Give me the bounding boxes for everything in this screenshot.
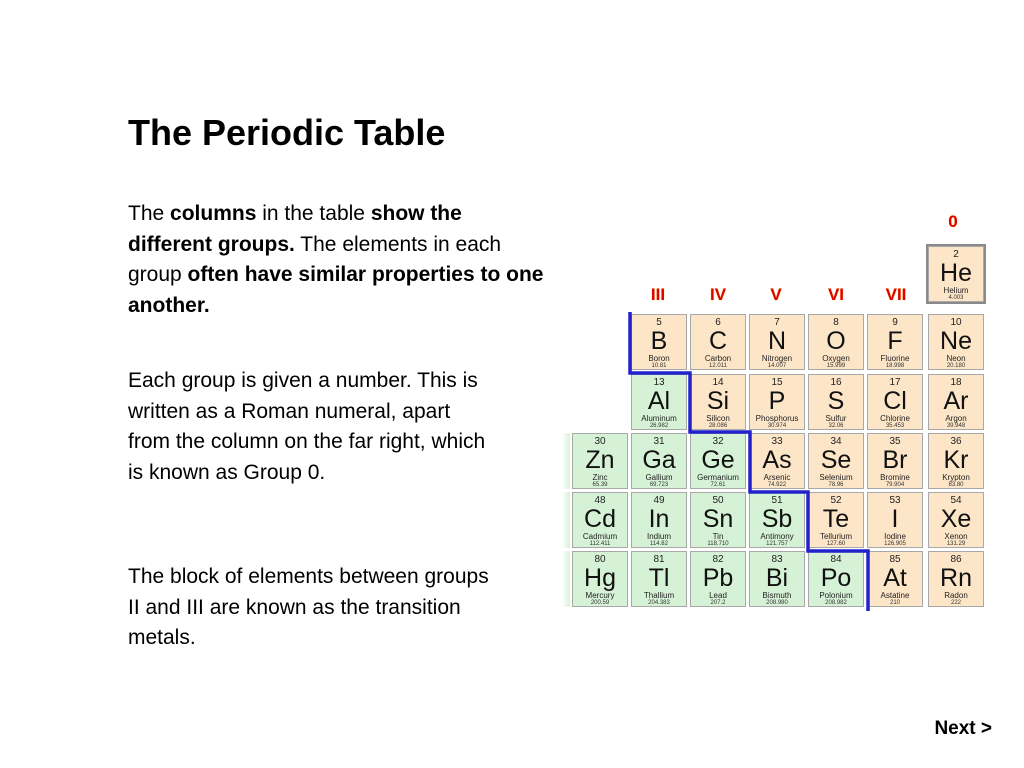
element-name: Chlorine [880,414,910,423]
element-symbol: Ne [940,327,972,355]
element-symbol: At [883,564,907,592]
element-cell-zn [572,433,628,489]
atomic-mass: 112.411 [589,541,611,547]
element-cell-bi [749,551,805,607]
atomic-mass: 18.998 [885,363,905,369]
group-label-vii: VII [885,285,907,304]
element-symbol: Ar [943,387,969,415]
element-cell-as [749,433,805,489]
element-symbol: S [827,387,845,415]
atomic-number: 36 [950,436,962,447]
atomic-mass: 200.59 [590,600,610,606]
atomic-number: 84 [830,554,842,565]
atomic-number: 10 [950,317,962,328]
element-name: Silicon [706,414,730,423]
element-cell-si [690,374,746,430]
atomic-mass: 35.453 [885,423,905,429]
element-name: Mercury [585,591,615,600]
element-symbol: I [891,505,899,533]
atomic-number: 32 [712,436,724,447]
element-name: Nitrogen [761,354,793,363]
atomic-number: 18 [950,377,962,388]
element-cell-f [867,314,923,370]
atomic-mass: 28.086 [708,423,728,429]
atomic-mass: 126.905 [884,541,906,547]
atomic-number: 80 [594,554,606,565]
element-symbol: Tl [648,564,670,592]
columns-paragraph [128,199,548,321]
atomic-mass: 72.61 [710,482,726,488]
element-symbol: Br [882,446,908,474]
atomic-number: 9 [892,317,898,328]
element-name: Germanium [697,473,739,482]
atomic-mass: 121.757 [766,541,788,547]
atomic-number: 5 [656,317,662,328]
group-label-v: V [770,285,782,304]
atomic-mass: 65.39 [592,482,608,488]
element-name: Neon [946,354,966,363]
atomic-number: 81 [653,554,665,565]
element-cell-ne [928,314,984,370]
atomic-number: 48 [594,495,606,506]
element-name: Phosphorus [755,414,799,423]
text-run: in the table [256,202,371,225]
element-name: Lead [709,591,727,600]
element-name: Bismuth [762,591,792,600]
atomic-mass: 208.980 [766,600,788,606]
element-symbol: Xe [940,505,972,533]
element-cell-se [808,433,864,489]
atomic-mass: 30.974 [767,423,787,429]
element-symbol: O [826,327,846,355]
element-name: Bromine [880,473,910,482]
element-name: Sulfur [825,414,847,423]
element-name: Iodine [884,532,906,541]
element-symbol: Te [822,505,850,533]
element-symbol: Al [647,387,671,415]
element-cell-cl [867,374,923,430]
slide-title: The Periodic Table [128,112,446,153]
element-cell-b [631,314,687,370]
table-fade-edge [562,551,570,607]
element-symbol: Pb [702,564,734,592]
group-number-paragraph: Each group is given a number. This is written as a Roman numeral, apart from the column on the far right, which is known as Group 0. [128,369,486,484]
element-cell-n [749,314,805,370]
element-name: Tellurium [819,532,852,541]
atomic-number: 6 [715,317,721,328]
element-name: Carbon [704,354,732,363]
element-cell-tl [631,551,687,607]
element-symbol: Sn [702,505,734,533]
atomic-number: 2 [953,249,959,260]
group-label-vi: VI [827,285,845,304]
atomic-number: 31 [653,436,665,447]
atomic-number: 13 [653,377,665,388]
element-name: Indium [646,532,671,541]
atomic-number: 51 [771,495,783,506]
element-symbol: Sb [761,505,793,533]
atomic-number: 8 [833,317,839,328]
atomic-mass: 210 [889,600,900,606]
atomic-number: 83 [771,554,783,565]
element-cell-te [808,492,864,548]
element-name: Astatine [880,591,910,600]
element-symbol: B [650,327,668,355]
element-symbol: Po [820,564,852,592]
element-cell-rn [928,551,984,607]
atomic-mass: 204.383 [648,600,670,606]
element-symbol: Hg [584,564,616,592]
element-cell-pb [690,551,746,607]
element-name: Selenium [819,473,853,482]
element-name: Aluminum [641,414,677,423]
element-symbol: F [887,327,903,355]
element-name: Xenon [944,532,968,541]
atomic-mass: 10.81 [651,363,667,369]
atomic-number: 35 [889,436,901,447]
atomic-mass: 208.982 [825,600,847,606]
atomic-mass: 32.06 [828,423,844,429]
atomic-mass: 4.003 [948,295,964,301]
element-name: Antimony [760,532,794,541]
element-symbol: Bi [765,564,789,592]
element-name: Oxygen [822,354,850,363]
atomic-mass: 222 [950,600,961,606]
atomic-number: 50 [712,495,724,506]
atomic-mass: 79.904 [885,482,905,488]
atomic-number: 54 [950,495,962,506]
element-name: Argon [945,414,967,423]
table-fade-edge [562,433,570,489]
element-symbol: As [762,446,792,474]
element-name: Polonium [819,591,853,600]
atomic-number: 49 [653,495,665,506]
element-cell-ga [631,433,687,489]
element-symbol: Zn [585,446,615,474]
atomic-number: 17 [889,377,901,388]
atomic-number: 30 [594,436,606,447]
atomic-number: 7 [774,317,780,328]
atomic-mass: 131.29 [946,541,966,547]
element-name: Fluorine [880,354,910,363]
table-fade-edge [562,492,570,548]
text-run-bold: show the different groups. [128,202,462,256]
atomic-number: 34 [830,436,842,447]
element-symbol: N [767,327,787,355]
atomic-number: 15 [771,377,783,388]
atomic-mass: 78.96 [828,482,844,488]
element-cell-p [749,374,805,430]
atomic-mass: 74.922 [767,482,787,488]
element-name: Helium [943,286,969,295]
atomic-number: 53 [889,495,901,506]
atomic-number: 33 [771,436,783,447]
element-symbol: Cl [883,387,907,415]
element-name: Thallium [643,591,675,600]
text-run-bold: columns [170,202,257,225]
element-name: Tin [712,532,724,541]
atomic-mass: 26.982 [649,423,669,429]
atomic-number: 14 [712,377,724,388]
element-cell-s [808,374,864,430]
atomic-number: 52 [830,495,842,506]
element-symbol: Ga [642,446,676,474]
group-label-0: 0 [948,212,958,231]
element-cell-o [808,314,864,370]
text-run: The elements in each group [128,232,502,286]
text-run-bold: often have similar properties to one another. [128,263,544,317]
element-name: Arsenic [763,473,791,482]
element-name: Krypton [942,473,970,482]
atomic-number: 16 [830,377,842,388]
element-cell-kr [928,433,984,489]
element-symbol: Si [706,387,730,415]
element-cell-ge [690,433,746,489]
element-symbol: Ge [701,446,735,474]
element-name: Cadmium [582,532,618,541]
element-cell-at [867,551,923,607]
element-symbol: In [648,505,670,533]
atomic-mass: 14.007 [767,363,787,369]
element-cell-i [867,492,923,548]
element-cell-cd [572,492,628,548]
element-symbol: C [708,327,728,355]
group-label-iii: III [650,285,666,304]
element-name: Zinc [592,473,608,482]
transition-metals-paragraph: The block of elements between groups II and III are known as the transition metals. [128,565,489,649]
element-symbol: Se [820,446,852,474]
element-symbol: Kr [943,446,969,474]
element-name: Boron [648,354,670,363]
element-cell-br [867,433,923,489]
element-symbol: P [768,387,786,415]
atomic-mass: 69.723 [649,482,669,488]
atomic-number: 85 [889,554,901,565]
atomic-number: 82 [712,554,724,565]
element-name: Radon [944,591,968,600]
element-cell-sb [749,492,805,548]
element-cell-sn [690,492,746,548]
atomic-mass: 20.180 [946,363,966,369]
atomic-mass: 114.82 [650,541,668,547]
element-symbol: He [940,259,972,287]
element-cell-in [631,492,687,548]
element-name: Gallium [645,473,673,482]
atomic-number: 86 [950,554,962,565]
atomic-mass: 83.80 [948,482,964,488]
element-cell-po [808,551,864,607]
element-cell-hg [572,551,628,607]
element-cell-c [690,314,746,370]
atomic-mass: 39.948 [946,423,966,429]
element-cell-ar [928,374,984,430]
atomic-mass: 207.2 [710,600,726,606]
atomic-mass: 127.60 [826,541,846,547]
atomic-mass: 118.710 [707,541,729,547]
text-run: The [128,202,171,225]
group-label-iv: IV [709,285,727,304]
next-button[interactable]: Next > [934,718,992,739]
element-symbol: Rn [940,564,972,592]
atomic-mass: 15.999 [826,363,846,369]
element-cell-al [631,374,687,430]
element-symbol: Cd [584,505,616,533]
atomic-mass: 12.011 [709,363,727,369]
element-cell-he [928,246,984,302]
element-cell-xe [928,492,984,548]
